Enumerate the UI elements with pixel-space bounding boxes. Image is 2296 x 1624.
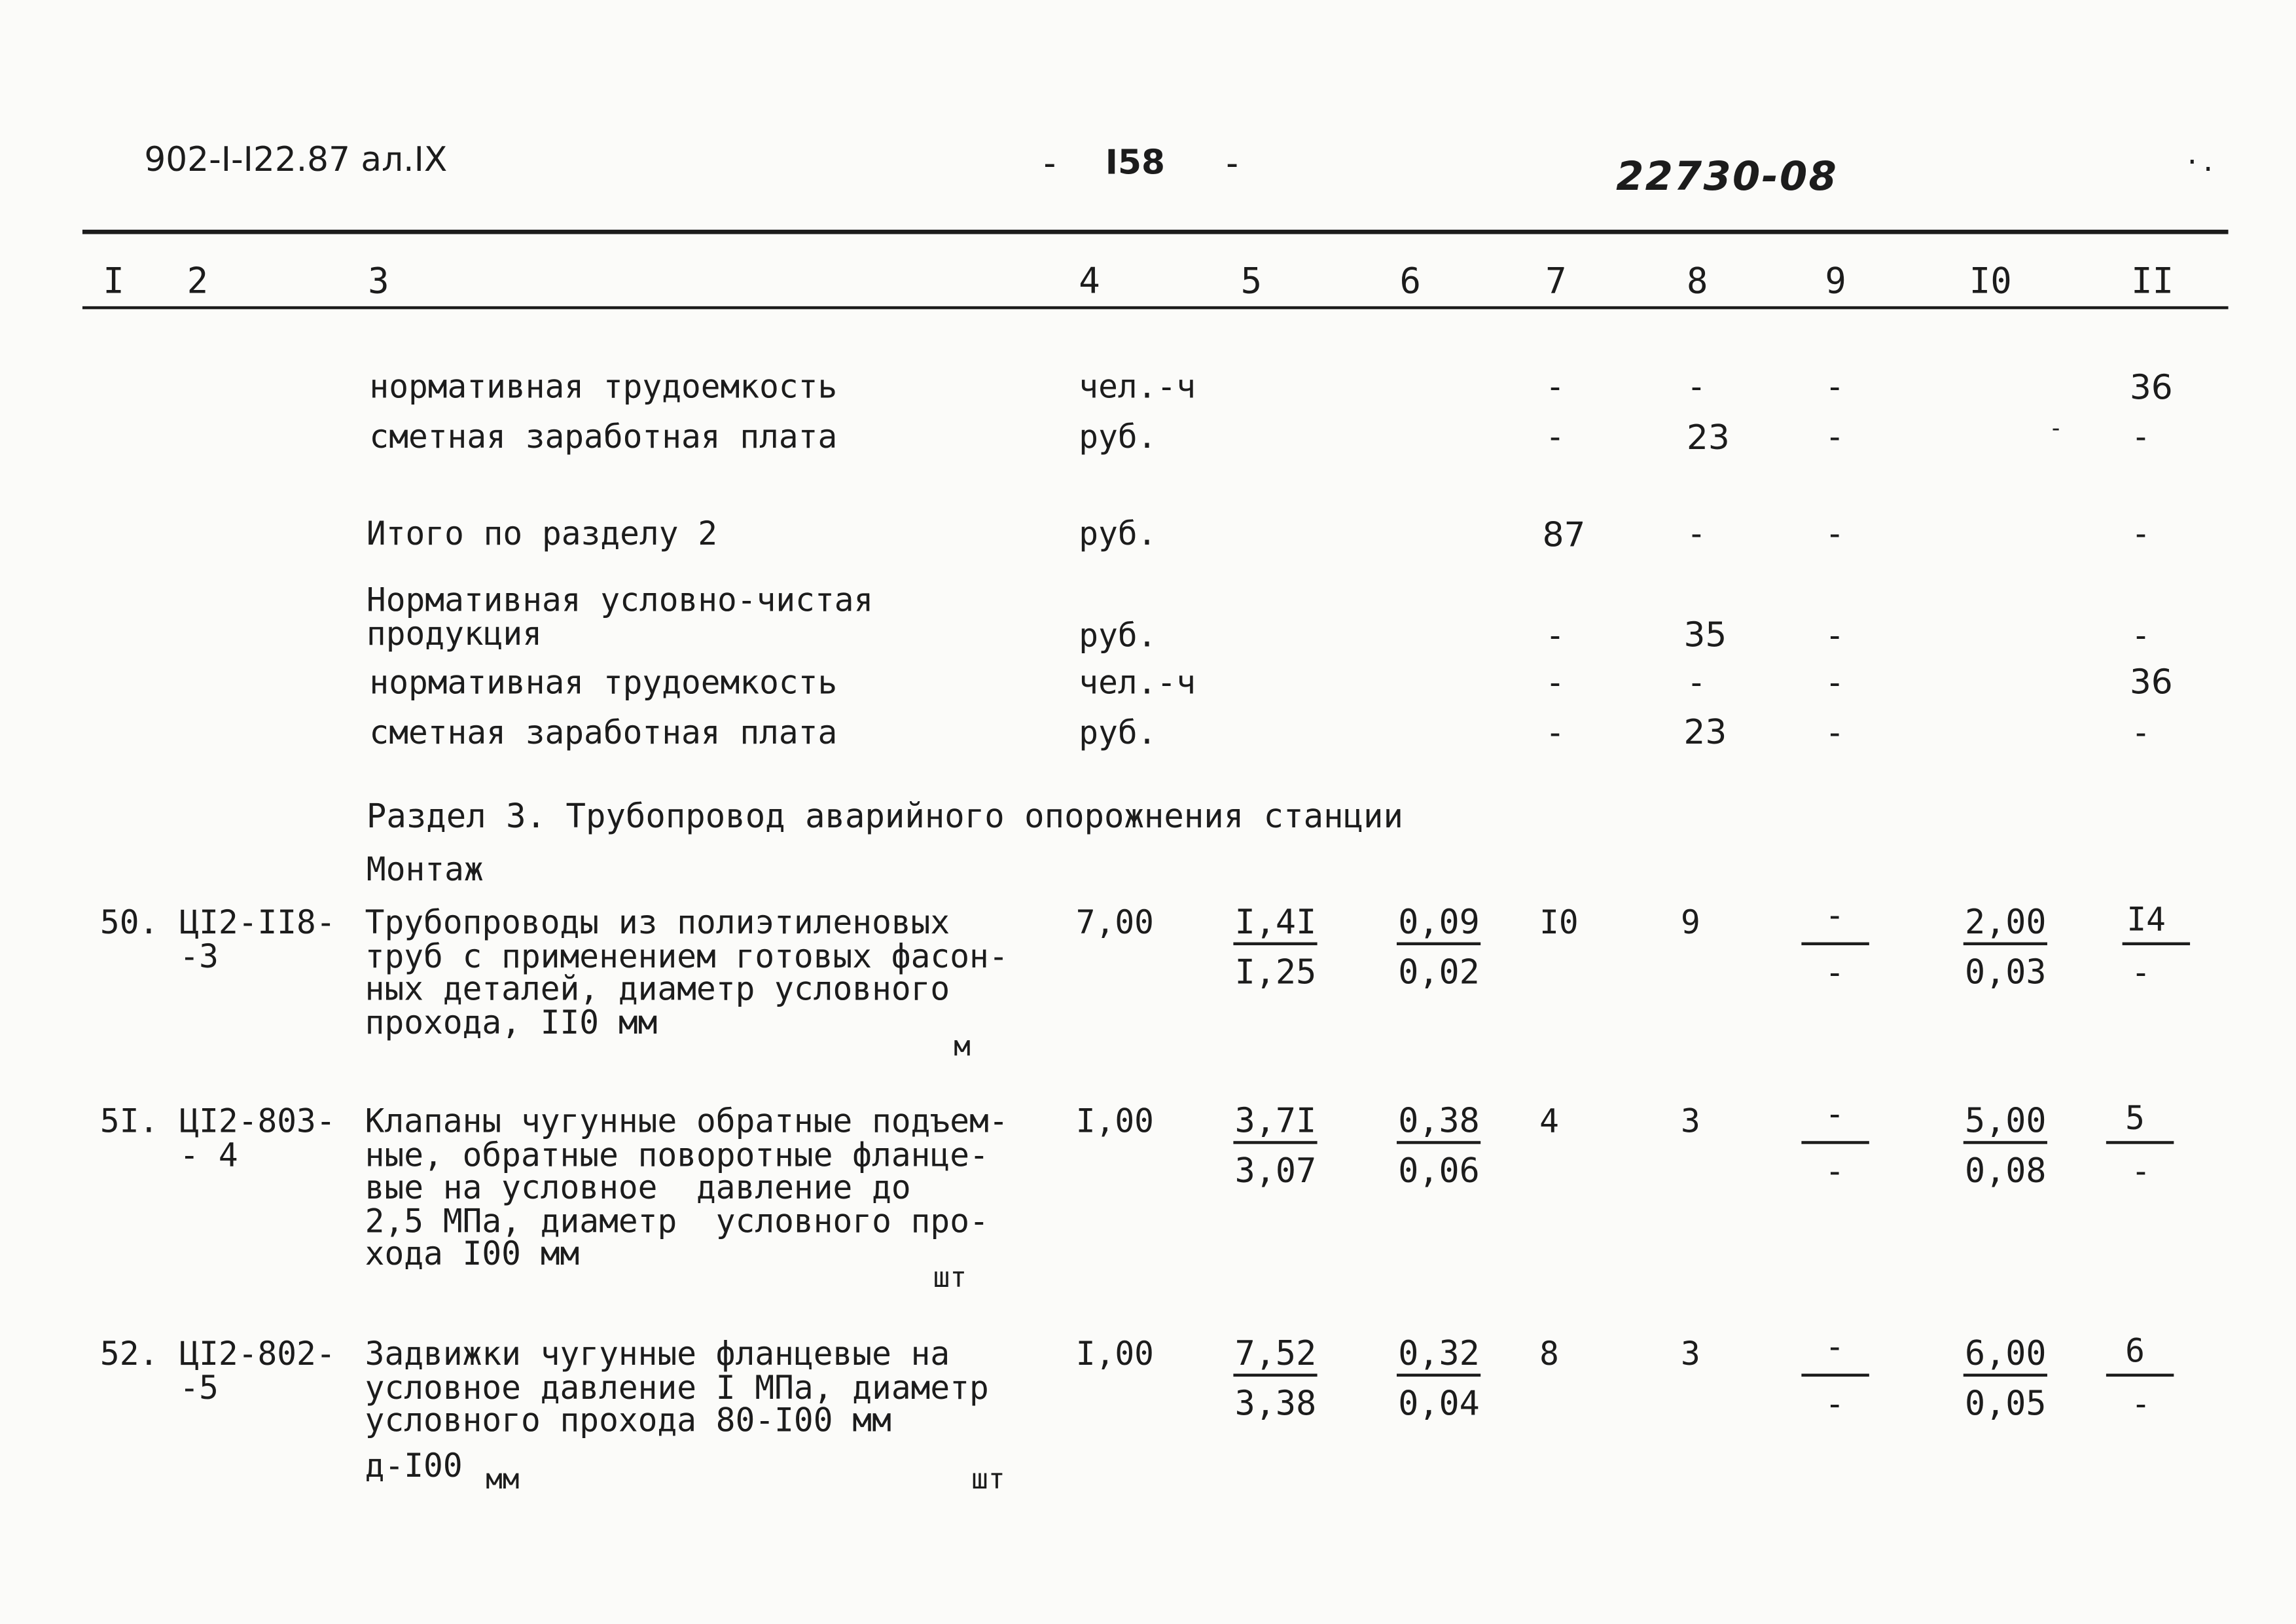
wage-c9: - — [1825, 420, 1845, 457]
item-c10 — [1964, 1102, 2048, 1191]
labor-c11: 36 — [2129, 369, 2173, 408]
col-header-4: 4 — [1079, 261, 1100, 302]
item-c6 — [1397, 904, 1481, 993]
section-total-c7: 87 — [1542, 516, 1586, 555]
wage-c9-2: - — [1825, 715, 1845, 753]
item-c11-top: 5 — [2125, 1101, 2145, 1138]
labor-c9: - — [1825, 369, 1845, 406]
item-c5-bottom: 3,38 — [1234, 1385, 1317, 1424]
wage-c7: - — [1545, 420, 1565, 457]
wage-c8: 23 — [1687, 420, 1730, 458]
wage-c7-2: - — [1545, 715, 1565, 753]
wage-c11-2: - — [2131, 715, 2151, 753]
section-total-c11: - — [2131, 516, 2151, 554]
wage-c10-mark: - — [2049, 414, 2063, 442]
item-description: Клапаны чугунные обратные подъем- ные, обратные поворотные фланце- вые на условное давление до 2,5 МПа, диаметр условного про- хода I00 мм — [365, 1104, 1009, 1274]
item-c6-top: 0,38 — [1397, 1106, 1481, 1144]
item-c10 — [1964, 1335, 2048, 1424]
corner-mark: ·. — [2184, 147, 2216, 179]
item-c7: 8 — [1539, 1337, 1559, 1374]
section-total-c9: - — [1825, 516, 1845, 554]
item-description-extra-unit: мм — [486, 1463, 520, 1496]
item-c6-top: 0,09 — [1397, 907, 1481, 945]
wage-unit: руб. — [1079, 420, 1157, 457]
item-c10-top: 6,00 — [1964, 1339, 2048, 1377]
item-number: 52. — [99, 1337, 159, 1374]
net-product-unit: руб. — [1079, 618, 1157, 655]
wage-label: сметная заработная плата — [369, 420, 838, 457]
item-c5 — [1233, 1102, 1318, 1191]
item-c6-bottom: 0,06 — [1398, 1153, 1480, 1191]
item-quantity: 7,00 — [1075, 905, 1154, 943]
labor-c11-2: 36 — [2129, 664, 2173, 702]
net-product-label: Нормативная условно-чистая продукция — [366, 583, 874, 653]
item-c11-fraction-line — [2106, 1374, 2174, 1377]
item-code: ЦI2-803- - 4 — [179, 1104, 336, 1174]
item-c11-bottom: - — [2131, 1386, 2151, 1424]
col-header-11: II — [2131, 261, 2174, 302]
page-number: I58 — [1105, 144, 1166, 183]
item-c11-bottom: - — [2131, 1154, 2151, 1191]
item-code: ЦI2-II8- -3 — [179, 905, 336, 976]
item-c8: 3 — [1681, 1337, 1700, 1374]
section-total-c8: - — [1687, 516, 1706, 554]
item-quantity: I,00 — [1075, 1104, 1154, 1142]
labor-label: нормативная трудоемкость — [369, 369, 838, 406]
wage-label-2: сметная заработная плата — [369, 715, 838, 753]
item-c9-top: - — [1825, 1096, 1845, 1134]
item-c8: 3 — [1681, 1104, 1700, 1142]
header-rule — [82, 306, 2229, 309]
item-c9-bottom: - — [1825, 1386, 1845, 1424]
item-c5-top: 7,52 — [1233, 1339, 1318, 1377]
col-header-3: 3 — [368, 261, 389, 302]
net-product-c11: - — [2131, 618, 2151, 655]
item-code: ЦI2-802- -5 — [179, 1337, 336, 1407]
labor-unit-2: чел.-ч — [1079, 665, 1196, 702]
item-c5 — [1233, 1335, 1318, 1424]
item-number: 50. — [99, 905, 159, 943]
item-c10-bottom: 0,05 — [1965, 1385, 2047, 1424]
item-c11-fraction-line — [2123, 943, 2190, 945]
item-c9-fraction-line — [1801, 1141, 1869, 1144]
net-product-c7: - — [1545, 618, 1565, 655]
net-product-c8: 35 — [1683, 617, 1727, 655]
item-c10 — [1964, 904, 2048, 993]
document-code: 902-I-I22.87 ал.IX — [144, 141, 448, 180]
section-3-title: Раздел 3. Трубопровод аварийного опорожнения станции — [366, 798, 1403, 837]
col-header-1: I — [103, 261, 124, 302]
item-c7: I0 — [1539, 905, 1579, 943]
top-rule — [82, 230, 2229, 234]
item-c6 — [1397, 1102, 1481, 1191]
item-c6 — [1397, 1335, 1481, 1424]
col-header-9: 9 — [1825, 261, 1846, 302]
item-c9-bottom: - — [1825, 955, 1845, 993]
net-product-c9: - — [1825, 618, 1845, 655]
item-description-extra: д-I00 — [365, 1449, 463, 1486]
item-c9-top: - — [1825, 898, 1845, 935]
item-c5-top: I,4I — [1233, 907, 1318, 945]
item-c9-top: - — [1825, 1329, 1845, 1367]
page-dash-left: - — [1039, 143, 1061, 185]
item-c8: 9 — [1681, 905, 1700, 943]
col-header-8: 8 — [1687, 261, 1708, 302]
item-unit: шт — [971, 1463, 1005, 1496]
item-description: Задвижки чугунные фланцевые на условное давление I МПа, диаметр условного прохода 80-I00 мм — [365, 1337, 989, 1440]
document-stamp-number: 22730-08 — [1616, 154, 1838, 200]
item-c6-bottom: 0,02 — [1398, 954, 1480, 993]
item-number: 5I. — [99, 1104, 159, 1142]
item-c11-top: I4 — [2126, 902, 2166, 940]
labor-c8: - — [1687, 369, 1706, 406]
item-c11-top: 6 — [2125, 1333, 2145, 1371]
wage-c11: - — [2131, 420, 2151, 457]
col-header-10: I0 — [1969, 261, 2012, 302]
labor-c9-2: - — [1825, 665, 1845, 702]
labor-c7-2: - — [1545, 665, 1565, 702]
labor-unit: чел.-ч — [1079, 369, 1196, 406]
wage-unit-2: руб. — [1079, 715, 1157, 753]
item-c5-bottom: 3,07 — [1234, 1153, 1317, 1191]
item-c11-bottom: - — [2131, 955, 2151, 993]
item-c10-bottom: 0,08 — [1965, 1153, 2047, 1191]
item-c7: 4 — [1539, 1104, 1559, 1142]
col-header-2: 2 — [187, 261, 209, 302]
item-c5-top: 3,7I — [1233, 1106, 1318, 1144]
item-c11-fraction-line — [2106, 1141, 2174, 1144]
item-unit: м — [954, 1030, 971, 1063]
item-description: Трубопроводы из полиэтиленовых труб с применением готовых фасон- ных деталей, диаметр условного прохода, II0 мм — [365, 905, 1009, 1042]
item-quantity: I,00 — [1075, 1337, 1154, 1374]
item-c10-bottom: 0,03 — [1965, 954, 2047, 993]
page-dash-right: - — [1221, 143, 1243, 185]
wage-c8-2: 23 — [1683, 713, 1727, 753]
section-3-subtitle: Монтаж — [366, 852, 484, 890]
col-header-7: 7 — [1545, 261, 1567, 302]
item-c9-fraction-line — [1801, 943, 1869, 945]
col-header-6: 6 — [1399, 261, 1422, 302]
item-c5-bottom: I,25 — [1234, 954, 1317, 993]
item-c10-top: 2,00 — [1964, 907, 2048, 945]
item-c10-top: 5,00 — [1964, 1106, 2048, 1144]
labor-label-2: нормативная трудоемкость — [369, 665, 838, 702]
item-c9-bottom: - — [1825, 1154, 1845, 1191]
item-unit: шт — [933, 1261, 967, 1295]
labor-c7: - — [1545, 369, 1565, 406]
col-header-5: 5 — [1240, 261, 1263, 302]
section-total-label: Итого по разделу 2 — [366, 516, 718, 554]
labor-c8-2: - — [1687, 665, 1706, 702]
section-total-unit: руб. — [1079, 516, 1157, 554]
item-c6-bottom: 0,04 — [1398, 1385, 1480, 1424]
item-c9-fraction-line — [1801, 1374, 1869, 1377]
item-c5 — [1233, 904, 1318, 993]
item-c6-top: 0,32 — [1397, 1339, 1481, 1377]
